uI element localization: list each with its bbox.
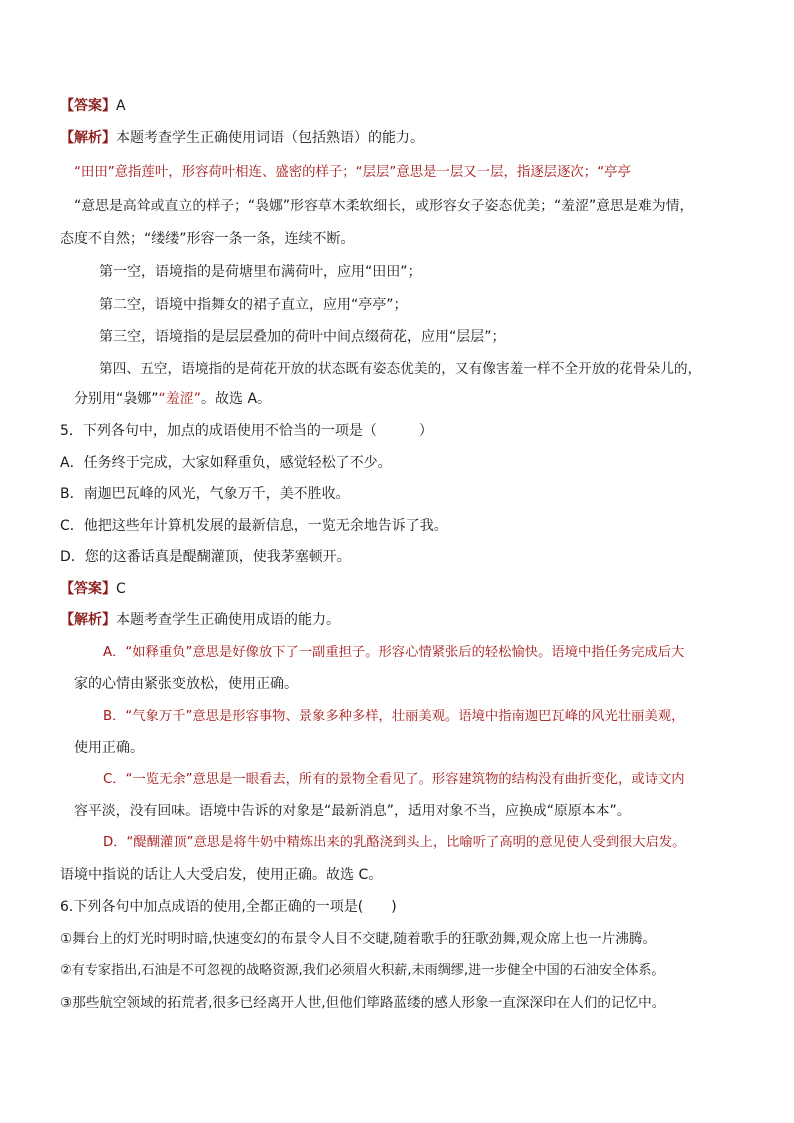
explain-line-3: 态度不自然；“缕缕”形容一条一条，连续不断。 <box>60 231 355 247</box>
answer-tag: 【答案】 <box>60 98 116 114</box>
analysis-tag-2: 【解析】 <box>60 612 116 628</box>
explain-line-2: “意思是高耸或直立的样子；“袅娜”形容草木柔软细长，或形容女子姿态优美；“羞涩”意思是难为情， <box>74 198 694 214</box>
analysis-intro-2: 本题考查学生正确使用成语的能力。 <box>116 612 340 628</box>
blank-45-line-2 <box>74 389 271 409</box>
analysis-line-1 <box>60 128 424 148</box>
answer-line-1 <box>60 96 126 116</box>
q6-sentence-1: ①舞台上的灯光时明时暗,快速变幻的布景令人目不交睫,随着歌手的狂歌劲舞,观众席上也一片沸腾。 <box>60 931 657 947</box>
q5-option-c: C．他把这些年计算机发展的最新信息，一览无余地告诉了我。 <box>60 518 448 534</box>
q6-sentence-2: ②有专家指出,石油是不可忽视的战略资源,我们必须眉火积薪,未雨绸缪,进一步健全中国的石油安全体系。 <box>60 963 665 978</box>
analysis-c-line-2: 容平淡，没有回味。语境中告诉的对象是“最新消息”，适用对象不当，应换成“原原本本”。 <box>74 803 631 819</box>
q5-option-a: A．任务终于完成，大家如释重负，感觉轻松了不少。 <box>60 455 392 471</box>
answer-tag-2: 【答案】 <box>60 581 116 597</box>
blank-45-part-c: 。故选 A。 <box>201 391 272 407</box>
q5-option-d: D．您的这番话真是醍醐灌顶，使我茅塞顿开。 <box>60 549 351 565</box>
analysis-a-line-1: A．“如释重负”意思是好像放下了一副重担子。形容心情紧张后的轻松愉快。语境中指任务完成后大 <box>103 645 685 660</box>
answer-line-2 <box>60 579 126 599</box>
analysis-a-line-2: 家的心情由紧张变放松，使用正确。 <box>74 676 298 692</box>
blank-3-text: 第三空，语境指的是层层叠加的荷叶中间点缀荷花，应用“层层”； <box>99 329 506 345</box>
explain-line-1: “田田”意指莲叶，形容荷叶相连、盛密的样子；“层层”意思是一层又一层，指逐层逐次；“亭亭 <box>74 165 631 180</box>
blank-45-part-a: 分别用“袅娜” <box>74 391 159 407</box>
blank-1-text: 第一空，语境指的是荷塘里布满荷叶，应用“田田”； <box>99 264 422 280</box>
q5-stem: 5．下列各句中，加点的成语使用不恰当的一项是（ ） <box>60 423 433 439</box>
q6-stem: 6.下列各句中加点成语的使用,全都正确的一项是( ) <box>60 899 397 915</box>
blank-45-line-1: 第四、五空，语境指的是荷花开放的状态既有姿态优美的，又有像害羞一样不全开放的花骨朵儿的， <box>99 361 702 377</box>
q5-option-b: B．南迦巴瓦峰的风光，气象万千，美不胜收。 <box>60 486 350 502</box>
answer-value: A <box>116 98 126 114</box>
analysis-d-line-1: D．“醍醐灌顶”意思是将牛奶中精炼出来的乳酪浇到头上，比喻听了高明的意见使人受到很大启发。 <box>103 835 686 850</box>
answer-value-2: C <box>116 581 126 597</box>
analysis-d-line-2: 语境中指说的话让人大受启发，使用正确。故选 C。 <box>60 867 383 883</box>
blank-2-text: 第二空，语境中指舞女的裙子直立，应用“亭亭”； <box>99 297 408 313</box>
analysis-b-line-1: B．“气象万千”意思是形容事物、景象多种多样，壮丽美观。语境中指南迦巴瓦峰的风光壮丽美观， <box>103 709 685 724</box>
analysis-tag: 【解析】 <box>60 130 116 146</box>
analysis-line-2 <box>60 610 340 630</box>
blank-45-part-b: “羞涩” <box>158 391 202 407</box>
analysis-intro: 本题考查学生正确使用词语（包括熟语）的能力。 <box>116 130 424 146</box>
q6-sentence-3: ③那些航空领域的拓荒者,很多已经离开人世,但他们筚路蓝缕的感人形象一直深深印在人们的记忆中。 <box>60 995 666 1011</box>
analysis-b-line-2: 使用正确。 <box>74 740 144 756</box>
analysis-c-line-1: C．“一览无余”意思是一眼看去，所有的景物全看见了。形容建筑物的结构没有曲折变化，或诗文内 <box>103 772 685 787</box>
